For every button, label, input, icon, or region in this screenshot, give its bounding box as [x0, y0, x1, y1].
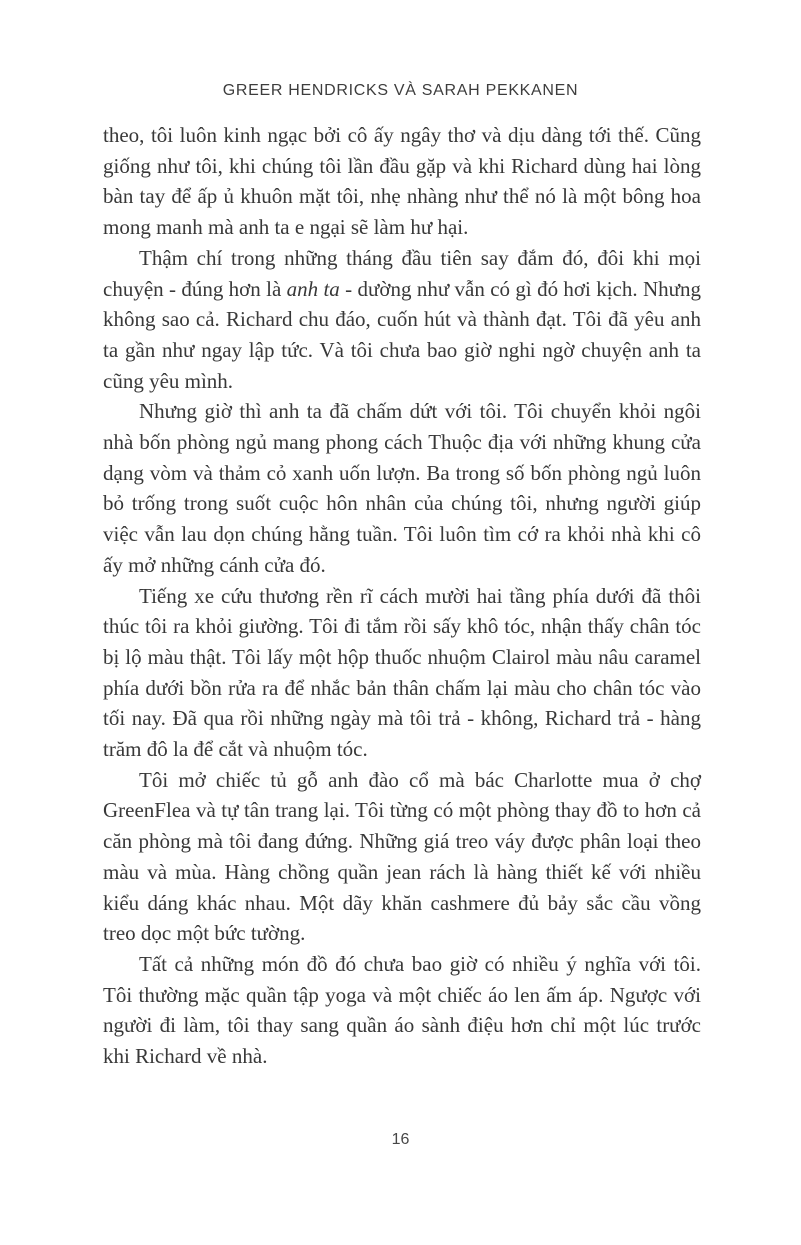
page-number: 16: [391, 1131, 410, 1148]
paragraph: [103, 765, 701, 949]
body-text: [103, 120, 701, 1072]
text-run: Thậm chí trong những tháng đầu tiên say đắm đó, đôi khi mọi chuyện - đúng hơn là: [103, 245, 701, 301]
paragraph: [103, 581, 701, 765]
text-run: Tiếng xe cứu thương rền rĩ cách mười hai tầng phía dưới đã thôi thúc tôi ra khỏi giường. Tôi đi tắm rồi sấy khô tóc, nhận thấy chân tóc bị lộ màu thật. Tôi lấy một hộp thuốc nhuộm Clairol màu nâu caramel phía dưới bồn rửa ra để nhắc bản thân chấm lại màu cho chân tóc vào tối nay. Đã qua rồi những ngày mà tôi trả - không, Richard trả - hàng trăm đô la để cắt và nhuộm tóc.: [103, 583, 701, 762]
paragraph: [103, 949, 701, 1072]
text-run: Tất cả những món đồ đó chưa bao giờ có nhiều ý nghĩa với tôi. Tôi thường mặc quần tập yoga và một chiếc áo len ấm áp. Ngược với người đi làm, tôi thay sang quần áo sành điệu hơn chỉ một lúc trước khi Richard về nhà.: [103, 951, 701, 1069]
paragraph: [103, 396, 701, 580]
text-run: theo, tôi luôn kinh ngạc bởi cô ấy ngây thơ và dịu dàng tới thế. Cũng giống như tôi, khi chúng tôi lần đầu gặp và khi Richard dùng hai lòng bàn tay để ấp ủ khuôn mặt tôi, nhẹ nhàng như thể nó là một bông hoa mong manh mà anh ta e ngại sẽ làm hư hại.: [103, 123, 701, 240]
paragraph: [103, 243, 701, 397]
text-run: - dường như vẫn có gì đó hơi kịch. Nhưng không sao cả. Richard chu đáo, cuốn hút và thành đạt. Tôi đã yêu anh ta gần như ngay lập tức. Và tôi chưa bao giờ nghi ngờ chuyện anh ta cũng yêu mình.: [103, 276, 701, 393]
paragraph: [103, 120, 701, 243]
text-run: Nhưng giờ thì anh ta đã chấm dứt với tôi. Tôi chuyển khỏi ngôi nhà bốn phòng ngủ mang phong cách Thuộc địa với những khung cửa dạng vòm và thảm cỏ xanh uốn lượn. Ba trong số bốn phòng ngủ luôn bỏ trống trong suốt cuộc hôn nhân của chúng tôi, nhưng người giúp việc vẫn lau dọn chúng hằng tuần. Tôi luôn tìm cớ ra khỏi nhà khi cô ấy mở những cánh cửa đó.: [103, 399, 701, 577]
running-header: GREER HENDRICKS VÀ SARAH PEKKANEN: [222, 82, 579, 99]
italic-text-run: anh ta: [286, 276, 340, 301]
text-run: Tôi mở chiếc tủ gỗ anh đào cổ mà bác Charlotte mua ở chợ GreenFlea và tự tân trang lại. Tôi từng có một phòng thay đồ to hơn cả căn phòng mà tôi đang đứng. Những giá treo váy được phân loại theo màu và mùa. Hàng chồng quần jean rách là hàng thiết kế với nhiều kiểu dáng khác nhau. Một dãy khăn cashmere đủ bảy sắc cầu vồng treo dọc một bức tường.: [103, 767, 701, 946]
